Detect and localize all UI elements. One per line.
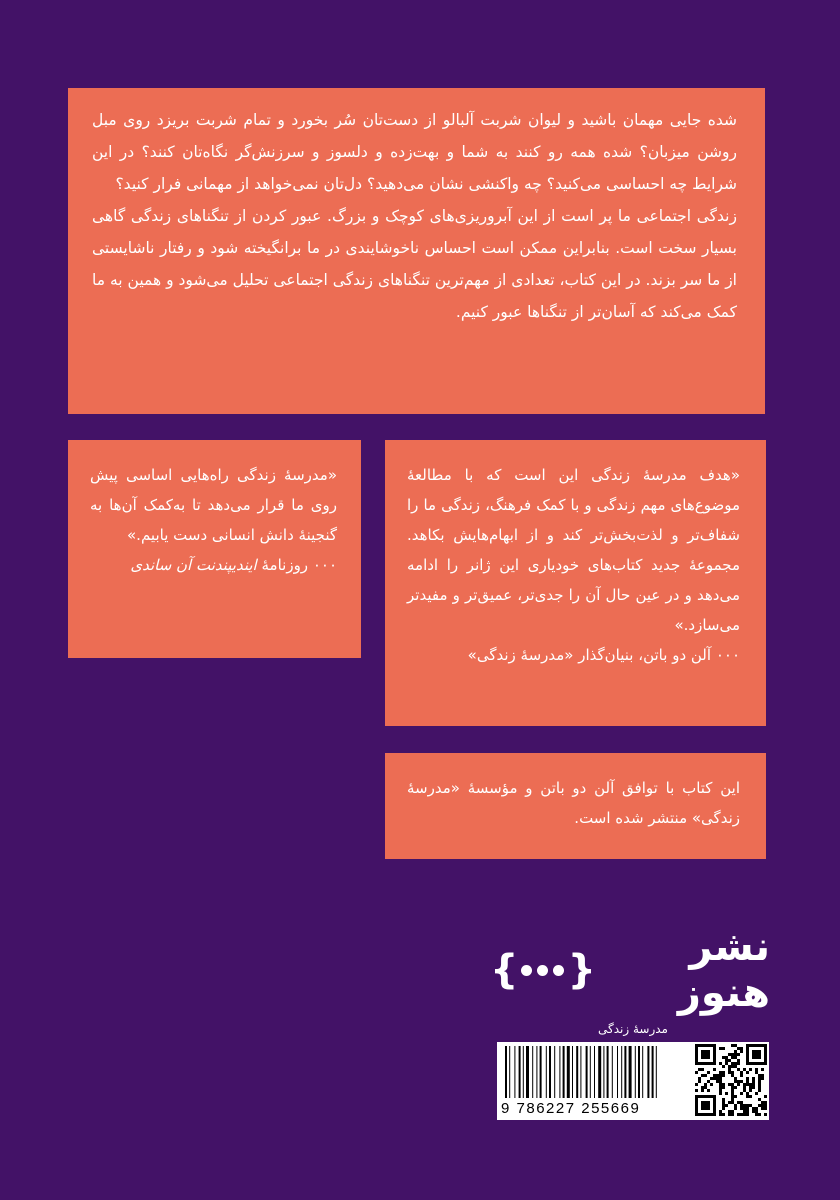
blurb-paragraph-2: زندگی اجتماعی ما پر است از این آبروریزی‌های کوچک و بزرگ. عبور کردن از تنگناهای زندگی گاهی بسیار سخت است. بنابراین ممکن است احساس ناخوشایندی در ما برانگیخته شود و رفتار ناشایستی از ما سر بزند. در این کتاب، تعدادی از مهم‌ترین تنگناهای زندگی اجتماعی تحلیل می‌شود و همین به ما کمک می‌کند که آسان‌تر از تنگناها عبور کنیم. [92,207,737,321]
founder-quote [385,440,766,726]
logo-dots-icon [521,965,564,976]
founder-quote-source: ۰۰۰ آلن دو باتن، بنیان‌گذار «مدرسهٔ زندگی» [467,646,740,664]
publisher-name: نشر هنوز [677,924,770,1016]
license-notice [385,753,766,859]
barcode-panel [497,1042,769,1120]
qr-code-icon [695,1044,767,1116]
founder-quote-text: «هدف مدرسهٔ زندگی این است که با مطالعهٔ موضوع‌های مهم زندگی و با کمک فرهنگ، زندگی ما را شفاف‌تر و لذت‌بخش‌تر کند و از ابهام‌هایش بکاهد. مجموعهٔ جدید کتاب‌های خودیاری این ژانر را ادامه می‌دهد و در عین حال آن را جدی‌تر، عمیق‌تر و مفیدتر می‌سازد.» [407,466,740,634]
logo-braces-mark [490,947,596,993]
blurb-paragraph-1: شده جایی مهمان باشید و لیوان شربت آلبالو از دست‌تان سُر بخورد و تمام شربت بریزد روی مبل روشن میزبان؟ شده همه رو کنند به شما و بهت‌زده و دلسوز و سرزنش‌گر نگاه‌تان کنند؟ در این شرایط چه احساسی می‌کنید؟ چه واکنشی نشان می‌دهید؟ دل‌تان نمی‌خواهد از مهمانی فرار کنید؟ [92,111,737,193]
newspaper-quote-source [90,550,337,580]
newspaper-title: ایندیپندنت آن ساندی [130,556,257,574]
series-label: مدرسهٔ زندگی [598,1022,668,1036]
back-cover-blurb [68,88,765,414]
logo-brace-close: } [567,947,596,993]
publisher-logo [490,924,770,1016]
license-notice-text: این کتاب با توافق آلن دو باتن و مؤسسهٔ «مدرسهٔ زندگی» منتشر شده است. [407,779,740,827]
isbn-number: 9 786227 255669 [501,1100,641,1117]
isbn-barcode-icon [503,1046,689,1098]
newspaper-quote [68,440,361,658]
newspaper-source-prefix: ۰۰۰ روزنامهٔ [256,556,337,574]
newspaper-quote-text: «مدرسهٔ زندگی راه‌هایی اساسی پیش روی ما قرار می‌دهد تا به‌کمک آن‌ها به گنجینهٔ دانش انسانی دست یابیم.» [90,466,337,544]
logo-brace-open: { [490,947,519,993]
